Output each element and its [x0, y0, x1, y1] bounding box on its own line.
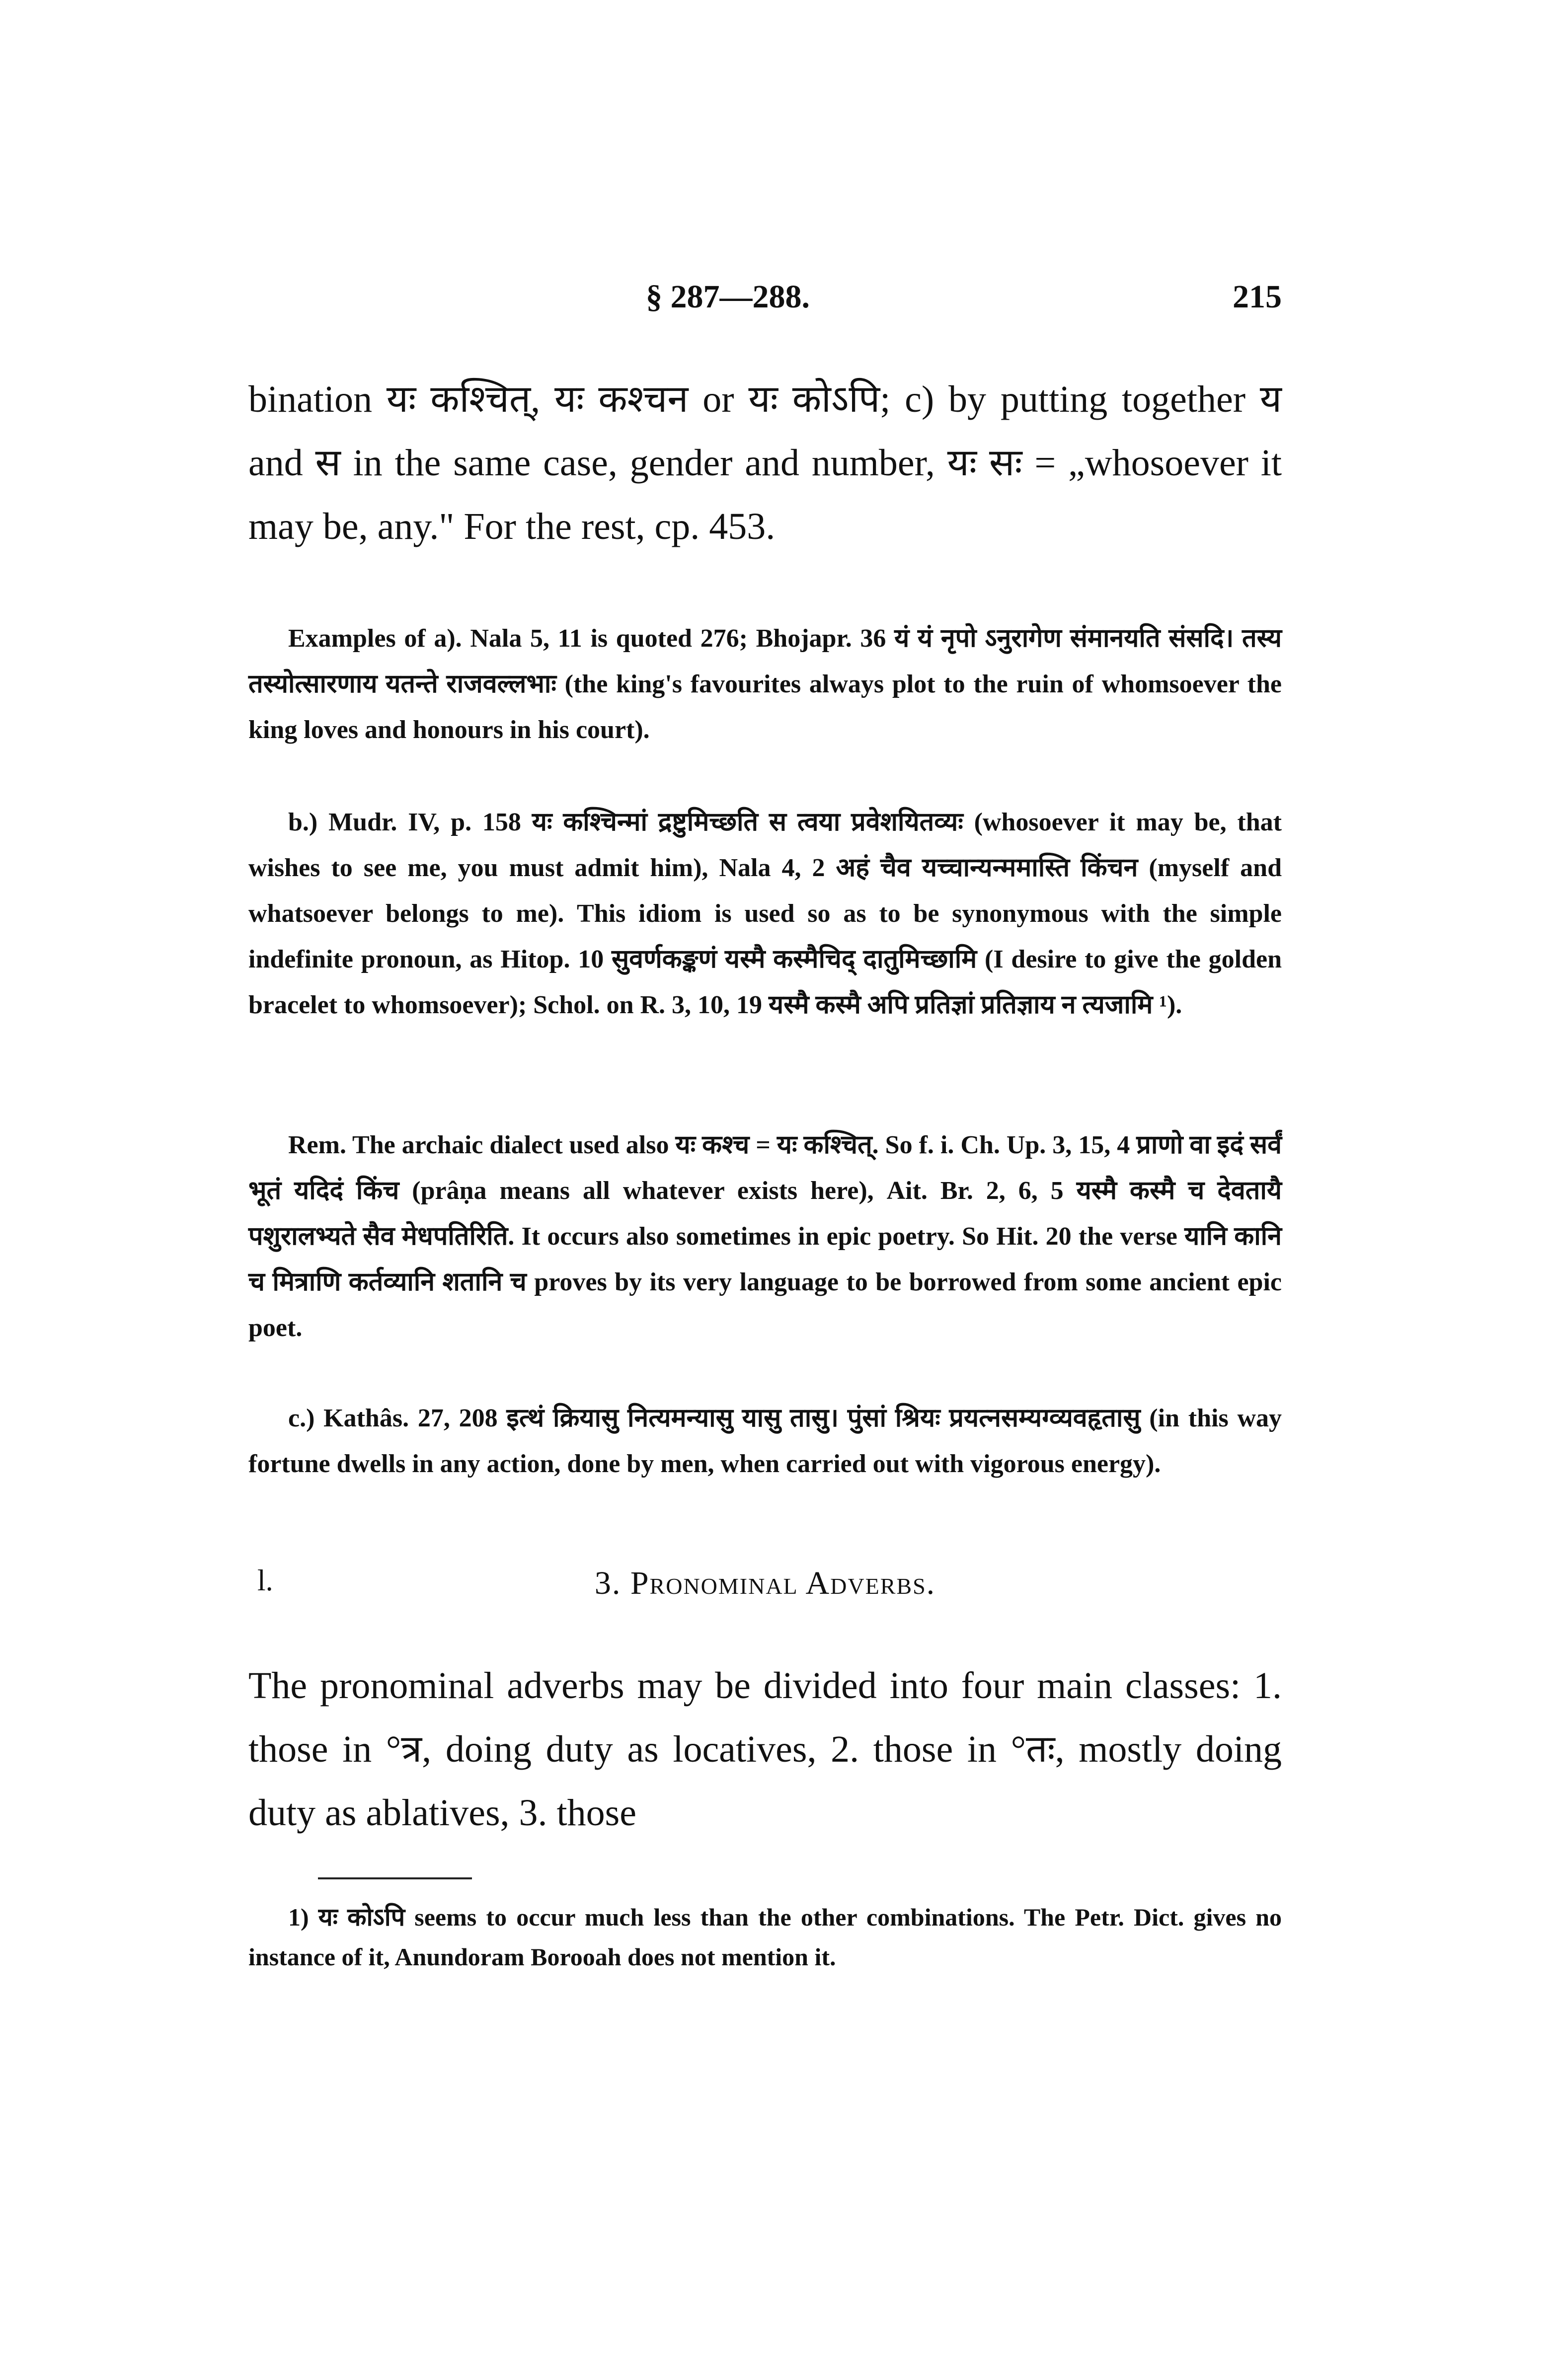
margin-mark: l. — [257, 1564, 273, 1597]
section-heading: 3. Pronominal Adverbs. — [594, 1565, 936, 1601]
intro-paragraph: bination यः कश्चित्, यः कश्चन or यः कोऽपि; c) by putting together य and स in the same case, gender and number, यः सः = „whosoever it may be, any." For the rest, cp. 453. — [248, 378, 1282, 547]
examples-b-paragraph: b.) Mudr. IV, p. 158 यः कश्चिन्मां द्रष्टुमिच्छति स त्वया प्रवेशयितव्यः (whosoever it may be, that wishes to see me, you must admit him), Nala 4, 2 अहं चैव यच्चान्यन्ममास्ति किंचन (myself and whatsoever belongs to me). This idiom is used so as to be synonymous with the simple indefinite pronoun, as Hitop. 10 सुवर्णकङ्कणं यस्मै कस्मैचिद् दातुमिच्छामि (I desire to give the golden bracelet to whomsoever); Schol. on R. 3, 10, 19 यस्मै कस्मै अपि प्रतिज्ञां प्रतिज्ञाय न त्यजामि ¹). — [248, 808, 1282, 1019]
page-header — [248, 278, 1282, 323]
page-number: 215 — [1233, 279, 1282, 315]
section-reference: § 287—288. — [646, 279, 810, 315]
footnote: 1) यः कोऽपि seems to occur much less than the other combinations. The Petr. Dict. gives no instance of it, Anundoram Borooah does not mention it. — [248, 1903, 1282, 1971]
remark-paragraph: Rem. The archaic dialect used also यः कश्च = यः कश्चित्. So f. i. Ch. Up. 3, 15, 4 प्राणो वा इदं सर्वं भूतं यदिदं किंच (prâṇa means all whatever exists here), Ait. Br. 2, 6, 5 यस्मै कस्मै च देवतायै पशुरालभ्यते सैव मेधपतिरिति. It occurs also sometimes in epic poetry. So Hit. 20 the verse यानि कानि च मित्राणि कर्तव्यानि शतानि च proves by its very language to be borrowed from some ancient epic poet. — [248, 1131, 1282, 1342]
examples-a-paragraph: Examples of a). Nala 5, 11 is quoted 276; Bhojapr. 36 यं यं नृपो ऽनुरागेण संमानयति संसदि। तस्य तस्योत्सारणाय यतन्ते राजवल्लभाः (the king's favourites always plot to the ruin of whomsoever the king loves and honours in his court). — [248, 624, 1282, 744]
examples-c-paragraph: c.) Kathâs. 27, 208 इत्थं क्रियासु नित्यमन्यासु यासु तासु। पुंसां श्रियः प्रयत्नसम्यग्व्यवहृतासु (in this way fortune dwells in any action, done by men, when carried out with vigorous energy). — [248, 1404, 1282, 1478]
adverbs-paragraph: The pronominal adverbs may be divided into four main classes: 1. those in °त्र, doing duty as locatives, 2. those in °तः, mostly doing duty as ablatives, 3. those — [248, 1665, 1282, 1834]
footnote-divider — [318, 1877, 472, 1879]
